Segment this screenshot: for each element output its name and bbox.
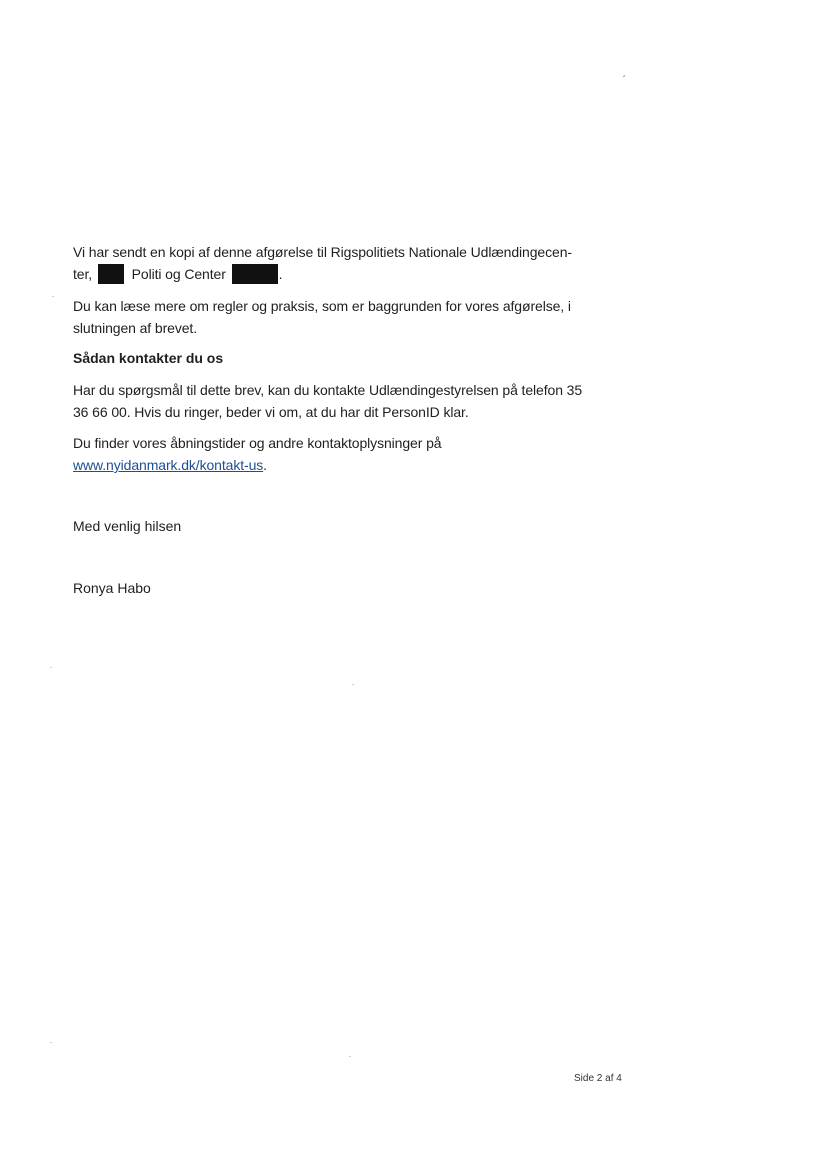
redaction-block [98,264,124,284]
paragraph-text: . [278,266,283,282]
rules-paragraph [73,295,583,339]
contact-paragraph [73,379,583,423]
paragraph-text: Politi og Center [127,266,230,282]
opening-hours-paragraph [73,432,573,476]
paragraph-text: . [263,457,267,473]
paragraph-text: ter, [73,266,96,282]
redaction-block [232,264,278,284]
scan-mark: ˏ [622,66,626,78]
paragraph-text: Du kan læse mere om regler og praksis, som er baggrunden for vores afgørelse, i slutningen af brevet. [73,298,571,336]
paragraph-text: Du finder vores åbningstider og andre kontaktoplysninger på [73,435,442,451]
page-number: Side 2 af 4 [574,1073,622,1084]
signature-name: Ronya Habo [73,580,151,596]
scan-speck [352,684,354,685]
paragraph-text: Har du spørgsmål til dette brev, kan du kontakte Udlændingestyrelsen på telefon 35 36 66 00. Hvis du ringer, beder vi om, at du har dit PersonID klar. [73,382,583,420]
scan-speck [50,667,52,668]
scan-speck [349,1056,351,1057]
scan-speck [52,296,54,297]
paragraph-line: Vi har sendt en kopi af denne afgørelse til Rigspolitiets Nationale Udlændingecen- [73,244,572,260]
copy-sent-paragraph [73,241,593,285]
contact-heading: Sådan kontakter du os [73,350,224,366]
scan-speck [50,1042,52,1043]
contact-link[interactable]: www.nyidanmark.dk/kontakt-us [73,457,264,473]
closing-salutation: Med venlig hilsen [73,518,182,534]
